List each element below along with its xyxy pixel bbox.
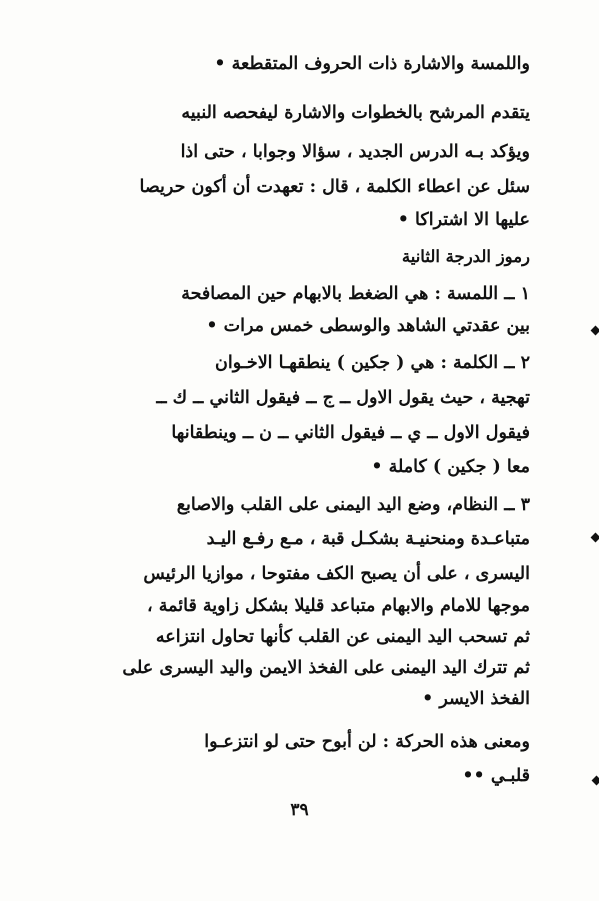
text-line: ١ ــ اللمسة : هي الضغط بالابهام حين المصافحة <box>181 284 530 304</box>
page-number: ٣٩ <box>290 800 309 820</box>
section-heading: رموز الدرجة الثانية <box>401 247 530 266</box>
text-line: ثم تترك اليد اليمنى على الفخذ الايمن واليد اليسرى على <box>122 658 530 678</box>
body-text <box>60 0 530 800</box>
text-line: سئل عن اعطاء الكلمة ، قال : تعهدت أن أكون حريصا <box>139 177 530 197</box>
margin-mark <box>591 533 599 543</box>
text-line: متباعـدة ومنحنيـة بشكـل قبة ، مـع رفـع اليـد <box>206 529 530 549</box>
text-line: بين عقدتي الشاهد والوسطى خمس مرات • <box>206 316 530 336</box>
text-line: واللمسة والاشارة ذات الحروف المتقطعة • <box>214 54 530 74</box>
text-line: قلبـي •• <box>462 766 530 786</box>
text-line: اليسرى ، على أن يصبح الكف مفتوحا ، موازيا الرئيس <box>143 564 530 584</box>
text-line: الفخذ الايسر • <box>422 689 530 709</box>
text-line: ٣ ــ النظام، وضع اليد اليمنى على القلب والاصابع <box>176 495 530 515</box>
margin-mark <box>592 776 599 786</box>
text-line: فيقول الاول ــ ي ــ فيقول الثاني ــ ن ــ وينطقانها <box>171 423 530 443</box>
margin-mark <box>591 326 599 336</box>
text-line: ومعنى هذه الحركة : لن أبوح حتى لو انتزعـوا <box>204 732 530 752</box>
text-line: ٢ ــ الكلمة : هي ( جكين ) ينطقهـا الاخـوان <box>215 353 530 373</box>
text-line: يتقدم المرشح بالخطوات والاشارة ليفحصه النبيه <box>181 103 530 123</box>
text-line: تهجية ، حيث يقول الاول ــ ج ــ فيقول الثاني ــ ك ــ <box>156 388 530 408</box>
text-line: ثم تسحب اليد اليمنى عن القلب كأنها تحاول انتزاعه <box>155 627 530 647</box>
text-line: ويؤكد بـه الدرس الجديد ، سؤالا وجوابا ، حتى اذا <box>180 142 530 162</box>
text-line: معا ( جكين ) كاملة • <box>371 457 530 477</box>
text-line: موجها للامام والابهام متباعد قليلا بشكل زاوية قائمة ، <box>147 596 530 616</box>
text-line: عليها الا اشتراكا • <box>397 210 530 230</box>
